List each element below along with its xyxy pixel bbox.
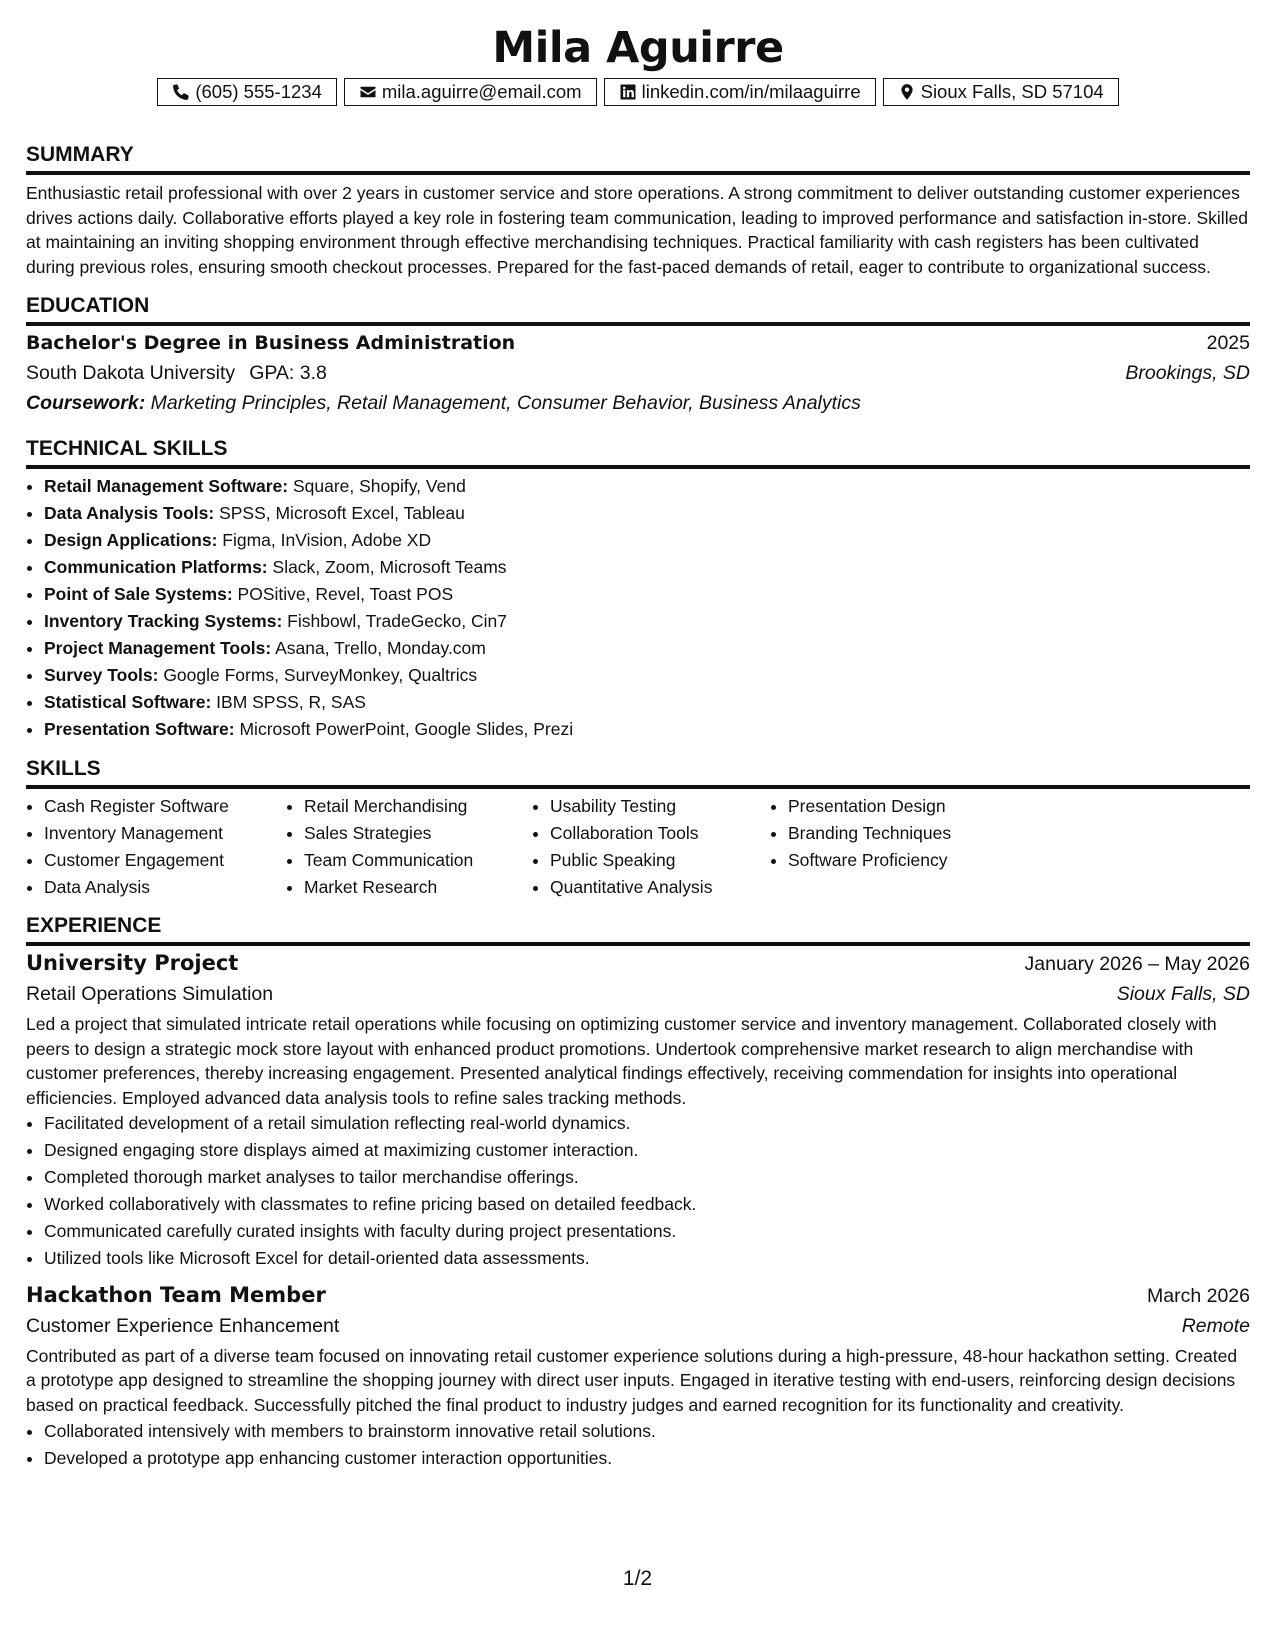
experience-bullets xyxy=(26,1110,1250,1271)
experience-bullet: • Utilized tools like Microsoft Excel for detail-oriented data assessments. xyxy=(44,1245,1250,1272)
skill-item: • Team Communication xyxy=(304,847,532,874)
contact-email[interactable] xyxy=(344,78,597,106)
experience-entry-2-subheader xyxy=(26,1311,1250,1341)
coursework-label: Coursework: xyxy=(26,392,146,415)
tech-skill-item xyxy=(44,554,1250,581)
experience-location: Remote xyxy=(1181,1314,1250,1337)
skills-column-3 xyxy=(532,793,770,901)
technical-skills-list xyxy=(26,473,1250,742)
experience-subtitle: Customer Experience Enhancement xyxy=(26,1314,340,1337)
experience-bullet: • Facilitated development of a retail simulation reflecting real-world dynamics. xyxy=(44,1110,1250,1137)
tech-skill-value: Microsoft PowerPoint, Google Slides, Prezi xyxy=(239,718,574,739)
tech-skill-item xyxy=(44,473,1250,500)
contact-location[interactable] xyxy=(883,78,1119,106)
contact-phone[interactable] xyxy=(157,78,337,106)
experience-bullet: • Developed a prototype app enhancing customer interaction opportunities. xyxy=(44,1445,1250,1472)
tech-skill-item xyxy=(44,635,1250,662)
tech-skill-item xyxy=(44,500,1250,527)
map-pin-icon xyxy=(898,83,916,101)
tech-skill-value: Fishbowl, TradeGecko, Cin7 xyxy=(287,610,507,631)
tech-skill-item xyxy=(44,662,1250,689)
tech-skill-value: POSitive, Revel, Toast POS xyxy=(237,584,454,604)
tech-skill-label: Point of Sale Systems: xyxy=(44,584,233,604)
degree-title: Bachelor's Degree in Business Administration xyxy=(26,332,516,355)
skills-column-1 xyxy=(26,793,286,901)
experience-bullet: • Worked collaboratively with classmates to refine pricing based on detailed feedback. xyxy=(44,1191,1250,1218)
experience-description: Contributed as part of a diverse team focused on innovating retail customer experience solutions during a high-pressure, 48-hour hackathon setting. Created a prototype app designed to streamline the shopping journey with direct user inputs. Engaged in iterative testing with end-users, reinforcing design decisions based on practical feedback. Successfully pitched the final product to industry judges and earned recognition for its functionality and creativity. xyxy=(26,1345,1238,1416)
tech-skill-item xyxy=(44,716,1250,743)
skill-item: • Cash Register Software xyxy=(44,793,286,820)
summary-text: Enthusiastic retail professional with over 2 years in customer service and store operations. A strong commitment to deliver outstanding customer experiences drives actions daily. Collaborative efforts played a key role in fostering team communication, leading to improved performance and satisfaction in-store. Skilled at maintaining an inviting shopping environment through effective merchandising techniques. Practical familiarity with cash registers has been cultivated during previous roles, ensuring smooth checkout processes. Prepared for the fast-paced demands of retail, eager to contribute to organizational success. xyxy=(26,183,1249,277)
skill-item: • Public Speaking xyxy=(550,847,770,874)
resume-page xyxy=(26,20,1250,1471)
coursework-line xyxy=(26,388,1250,418)
experience-dates: March 2026 xyxy=(1147,1284,1250,1307)
tech-skill-item xyxy=(44,689,1250,716)
skill-item: • Sales Strategies xyxy=(304,820,532,847)
tech-skill-label: Project Management Tools: xyxy=(44,637,272,658)
school-line xyxy=(26,358,327,388)
experience-location: Sioux Falls, SD xyxy=(1116,983,1250,1006)
contact-email-text: mila.aguirre@email.com xyxy=(381,81,582,102)
contact-bar xyxy=(26,78,1250,106)
experience-section xyxy=(26,913,1250,1471)
experience-entry-1 xyxy=(26,948,1250,1272)
skills-column-2 xyxy=(286,793,532,901)
contact-phone-text: (605) 555-1234 xyxy=(195,81,322,102)
tech-skill-value: Google Forms, SurveyMonkey, Qualtrics xyxy=(163,664,478,685)
tech-skill-item xyxy=(44,608,1250,635)
skill-item: • Market Research xyxy=(304,874,532,901)
tech-skill-item xyxy=(44,581,1250,608)
linkedin-icon xyxy=(619,83,637,101)
skill-item: • Data Analysis xyxy=(44,874,286,901)
technical-skills-heading: TECHNICAL SKILLS xyxy=(26,436,1250,469)
school-name: South Dakota University xyxy=(26,362,236,385)
tech-skill-label: Statistical Software: xyxy=(44,691,212,712)
experience-entry-1-header xyxy=(26,948,1250,979)
tech-skill-value: Asana, Trello, Monday.com xyxy=(275,637,486,658)
tech-skill-label: Design Applications: xyxy=(44,530,218,551)
skill-item: • Branding Techniques xyxy=(788,820,951,847)
education-heading: EDUCATION xyxy=(26,293,1250,326)
education-row-1 xyxy=(26,328,1250,358)
skill-item: • Inventory Management xyxy=(44,820,286,847)
experience-bullet: • Collaborated intensively with members to brainstorm innovative retail solutions. xyxy=(44,1418,1250,1445)
contact-linkedin-text: linkedin.com/in/milaaguirre xyxy=(641,81,861,102)
phone-icon xyxy=(172,83,190,101)
skill-item: • Collaboration Tools xyxy=(550,820,770,847)
skills-columns xyxy=(26,793,1250,901)
tech-skill-label: Communication Platforms: xyxy=(44,557,268,578)
experience-entry-1-subheader xyxy=(26,979,1250,1009)
skills-section xyxy=(26,756,1250,901)
coursework-list: Marketing Principles, Retail Management, Consumer Behavior, Business Analytics xyxy=(150,392,861,415)
experience-entry-2-header xyxy=(26,1280,1250,1311)
experience-bullet: • Designed engaging store displays aimed at maximizing customer interaction. xyxy=(44,1137,1250,1164)
skill-item: • Usability Testing xyxy=(550,793,770,820)
skill-item: • Presentation Design xyxy=(788,793,951,820)
envelope-icon xyxy=(359,83,377,101)
page-number: 1/2 xyxy=(622,1567,653,1590)
summary-section xyxy=(26,142,1250,279)
skill-item: • Customer Engagement xyxy=(44,847,286,874)
skill-item: • Retail Merchandising xyxy=(304,793,532,820)
tech-skill-label: Presentation Software: xyxy=(44,718,235,739)
tech-skill-value: Square, Shopify, Vend xyxy=(292,476,466,497)
school-location: Brookings, SD xyxy=(1125,362,1250,385)
experience-title: Hackathon Team Member xyxy=(26,1282,326,1307)
experience-entry-2 xyxy=(26,1280,1250,1472)
education-section xyxy=(26,293,1250,418)
graduation-year: 2025 xyxy=(1206,332,1250,355)
contact-location-text: Sioux Falls, SD 57104 xyxy=(920,81,1104,102)
experience-title: University Project xyxy=(26,951,239,976)
contact-linkedin[interactable] xyxy=(604,78,876,106)
tech-skill-label: Inventory Tracking Systems: xyxy=(44,610,283,631)
experience-dates: January 2026 – May 2026 xyxy=(1024,953,1250,976)
experience-bullets xyxy=(26,1418,1250,1472)
tech-skill-label: Survey Tools: xyxy=(44,664,159,685)
skills-heading: SKILLS xyxy=(26,756,1250,789)
tech-skill-value: Slack, Zoom, Microsoft Teams xyxy=(272,557,507,578)
tech-skill-value: IBM SPSS, R, SAS xyxy=(216,691,366,712)
tech-skill-value: SPSS, Microsoft Excel, Tableau xyxy=(219,503,465,524)
tech-skill-label: Retail Management Software: xyxy=(44,476,289,497)
experience-heading: EXPERIENCE xyxy=(26,913,1250,946)
experience-bullet: • Communicated carefully curated insights with faculty during project presentations. xyxy=(44,1218,1250,1245)
tech-skill-value: Figma, InVision, Adobe XD xyxy=(222,530,432,551)
experience-description: Led a project that simulated intricate retail operations while focusing on optimizing customer service and inventory management. Collaborated closely with peers to design a strategic mock store layout with enhanced product promotions. Undertook comprehensive market research to align merchandise with customer preferences, thereby increasing engagement. Presented analytical findings effectively, receiving commendation for insights into operational efficiencies. Employed advanced data analysis tools to refine sales tracking methods. xyxy=(26,1014,1217,1108)
summary-heading: SUMMARY xyxy=(26,142,1250,175)
skill-item: • Software Proficiency xyxy=(788,847,951,874)
skill-item: • Quantitative Analysis xyxy=(550,874,770,901)
gpa: GPA: 3.8 xyxy=(249,362,327,385)
experience-bullet: • Completed thorough market analyses to tailor merchandise offerings. xyxy=(44,1164,1250,1191)
tech-skill-item xyxy=(44,527,1250,554)
tech-skill-label: Data Analysis Tools: xyxy=(44,503,215,524)
skills-column-4 xyxy=(770,793,951,901)
candidate-name: Mila Aguirre xyxy=(492,23,784,73)
technical-skills-section xyxy=(26,436,1250,742)
education-row-2 xyxy=(26,358,1250,388)
experience-subtitle: Retail Operations Simulation xyxy=(26,983,274,1006)
